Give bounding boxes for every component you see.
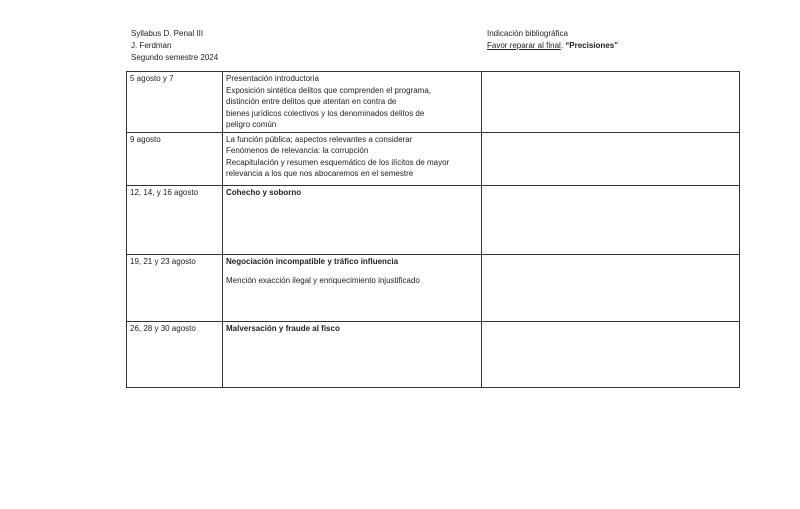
topic-line: relevancia a los que nos abocaremos en el semestre [226, 169, 414, 178]
topic-line: bienes jurídicos colectivos y los denominados delitos de [226, 108, 425, 118]
topic-line: distinción entre delitos que atentan en contra de [226, 97, 397, 106]
topic-title: Malversación y fraude al fisco [226, 323, 340, 333]
bibliography-cell [482, 132, 740, 185]
bibliography-cell [482, 321, 740, 387]
date-cell: 12, 14, y 16 agosto [127, 185, 223, 254]
date-cell: 9 agosto [127, 132, 223, 185]
date-cell: 26, 28 y 30 agosto [127, 321, 223, 387]
topic-line: Recapitulación y resumen esquemático de los ilícitos de mayor [226, 157, 450, 167]
course-title: Syllabus D. Penal III [131, 29, 204, 38]
table-row [127, 72, 740, 133]
header-left [131, 28, 218, 64]
topic-cell [223, 185, 482, 254]
topic-cell [223, 321, 482, 387]
topic-cell [223, 132, 482, 185]
note-underlined: Favor reparar al final [487, 41, 561, 50]
bibliography-cell [482, 185, 740, 254]
topic-title: Cohecho y soborno [226, 187, 302, 197]
bibliography-heading: Indicación bibliográfica [487, 29, 568, 38]
topic-line: Exposición sintética delitos que comprenden el programa, [226, 85, 432, 95]
bibliography-note [487, 40, 618, 52]
topic-title: Negociación incompatible y tráfico influencia [226, 256, 399, 266]
date-cell: 5 agosto y 7 [127, 72, 223, 133]
date-cell: 19, 21 y 23 agosto [127, 254, 223, 321]
table-row [127, 321, 740, 387]
instructor-name: J. Ferdman [131, 41, 172, 50]
topic-note: Mención exacción ilegal y enriquecimiento injustificado [226, 276, 420, 285]
table-row [127, 185, 740, 254]
topic-cell [223, 254, 482, 321]
topic-line: peligro común [226, 120, 277, 129]
table-row [127, 254, 740, 321]
syllabus-table [126, 71, 740, 388]
topic-line: Presentación introductoria [226, 74, 319, 83]
bibliography-cell [482, 254, 740, 321]
semester: Segundo semestre 2024 [131, 53, 219, 62]
topic-line: La función pública; aspectos relevantes a considerar [226, 134, 413, 144]
note-bold: “Precisiones” [565, 41, 619, 50]
header-right [487, 28, 618, 52]
table-row [127, 132, 740, 185]
topic-line: Fenómenos de relevancia: la corrupción [226, 146, 369, 155]
bibliography-cell [482, 72, 740, 133]
note-separator: , [560, 41, 566, 50]
topic-cell [223, 72, 482, 133]
spacer [226, 267, 478, 275]
